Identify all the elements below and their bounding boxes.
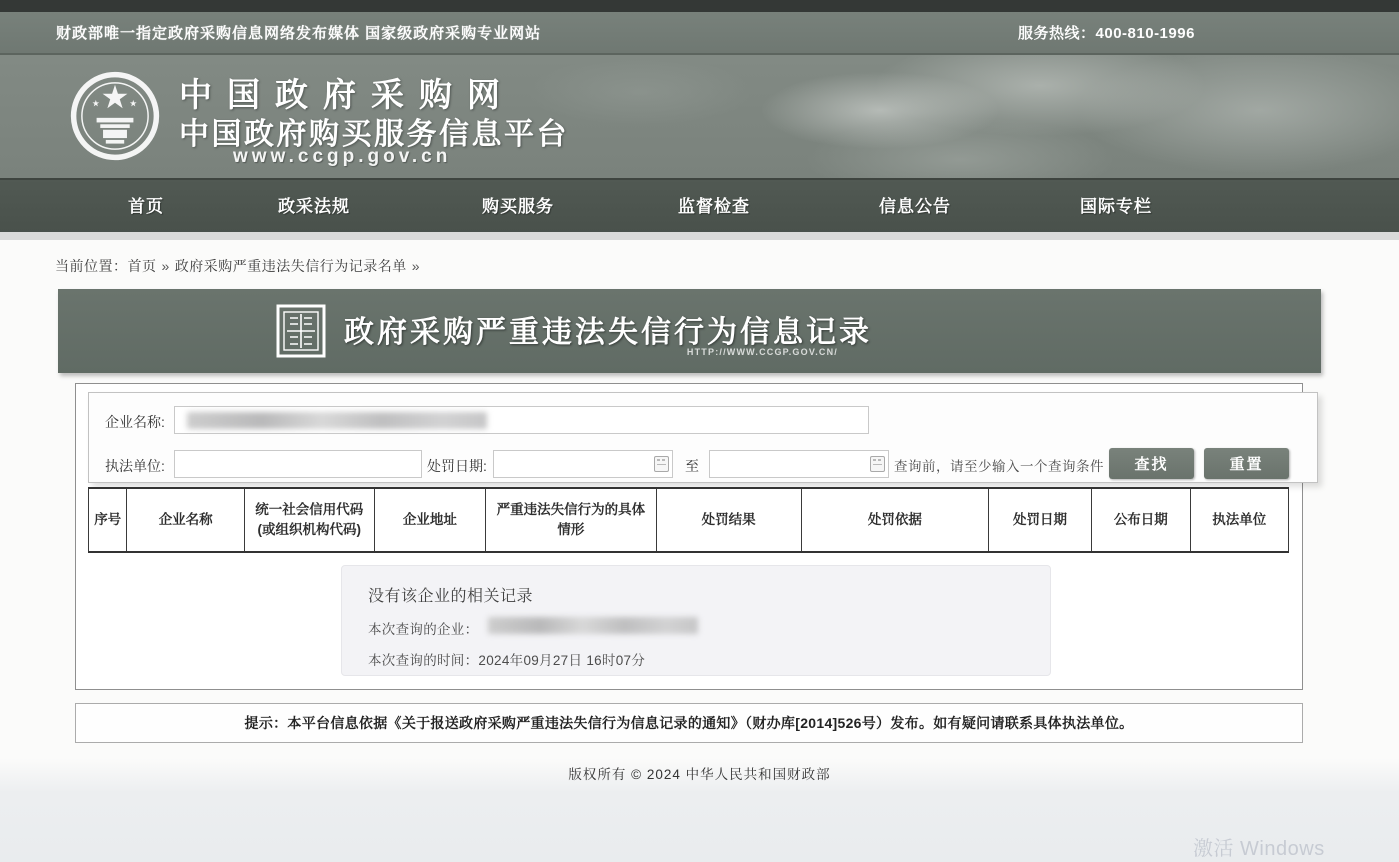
breadcrumb [55,256,425,276]
redacted-company-name [187,412,487,429]
enforcement-unit-input[interactable] [174,450,422,478]
notice-text: 提示：本平台信息依据《关于报送政府采购严重违法失信行为信息记录的通知》（财办库[2014]526号）发布。如有疑问请联系具体执法单位。 [244,715,1134,731]
site-name: 中国政府采购网 [179,76,515,113]
hotline-label: 服务热线： [1018,25,1096,42]
search-form [88,392,1318,483]
seal-icon [276,304,326,358]
banner-title: 政府采购严重违法失信行为信息记录 [344,316,872,349]
service-hotline [1018,12,1195,55]
records-table [88,487,1289,553]
breadcrumb-separator: » [161,258,170,274]
calendar-icon[interactable] [654,456,669,472]
search-hint: 查询前，请至少输入一个查询条件 [894,459,1104,474]
enforcement-unit-label: 执法单位: [105,458,165,474]
reset-button[interactable]: 重置 [1204,448,1289,479]
nav-item-purchase-services[interactable]: 购买服务 [482,197,554,216]
redacted-queried-company [488,617,698,634]
company-name-label: 企业名称: [105,414,165,430]
col-header-credit-code: 统一社会信用代码(或组织机构代码) [244,488,374,552]
queried-time-line [368,649,1050,669]
queried-company-label: 本次查询的企业： [368,622,479,637]
nav-item-supervision[interactable]: 监督检查 [678,197,750,216]
col-header-publish-date: 公布日期 [1092,488,1190,552]
site-url: www.ccgp.gov.cn [233,146,452,167]
queried-time-label: 本次查询的时间： [368,653,479,668]
nav-item-announcements[interactable]: 信息公告 [879,197,951,216]
national-emblem-icon [69,67,161,165]
nav-item-home[interactable]: 首页 [128,197,164,216]
nav-item-regulations[interactable]: 政采法规 [278,197,350,216]
breadcrumb-home-link[interactable]: 首页 [127,258,157,274]
breadcrumb-separator-2: » [411,258,421,274]
penalty-date-to [709,450,889,478]
penalty-date-from-input[interactable] [493,450,673,478]
hotline-number: 400-810-1996 [1095,25,1195,42]
calendar-icon[interactable] [870,456,885,472]
col-header-index: 序号 [89,488,127,552]
col-header-enforcement-unit: 执法单位 [1190,488,1288,552]
col-header-penalty-date: 处罚日期 [988,488,1091,552]
site-header [0,55,1399,178]
copyright: 版权所有 © 2024 中华人民共和国财政部 [568,767,831,782]
nav-separator [0,232,1399,240]
activate-windows-watermark: 激活 Windows [1193,838,1325,860]
top-strip [0,0,1399,12]
no-records-message: 没有该企业的相关记录 [368,588,534,605]
no-records-box [341,565,1051,676]
col-header-penalty-result: 处罚结果 [656,488,801,552]
breadcrumb-label: 当前位置： [55,258,128,274]
topbar [0,12,1399,55]
table-header-row [89,488,1289,552]
site-subtitle: 中国政府购买服务信息平台 [179,118,569,151]
col-header-address: 企业地址 [374,488,486,552]
date-to-label: 至 [685,458,699,474]
nav-item-international[interactable]: 国际专栏 [1080,197,1152,216]
penalty-date-from [493,450,673,478]
notice-box [75,703,1303,743]
col-header-company: 企业名称 [127,488,245,552]
main-nav [0,178,1399,232]
col-header-penalty-basis: 处罚依据 [801,488,988,552]
site-logo[interactable] [55,61,615,173]
banner [58,289,1321,373]
search-button[interactable]: 查找 [1109,448,1194,479]
col-header-circumstance: 严重违法失信行为的具体情形 [486,488,656,552]
banner-url: HTTP://WWW.CCGP.GOV.CN/ [686,347,838,357]
site-tagline: 财政部唯一指定政府采购信息网络发布媒体 国家级政府采购专业网站 [56,25,542,42]
queried-time-value: 2024年09月27日 16时07分 [478,653,646,668]
penalty-date-to-input[interactable] [709,450,889,478]
queried-company-line [368,618,1050,638]
penalty-date-label: 处罚日期: [427,458,487,474]
breadcrumb-current-link[interactable]: 政府采购严重违法失信行为记录名单 [174,258,407,274]
